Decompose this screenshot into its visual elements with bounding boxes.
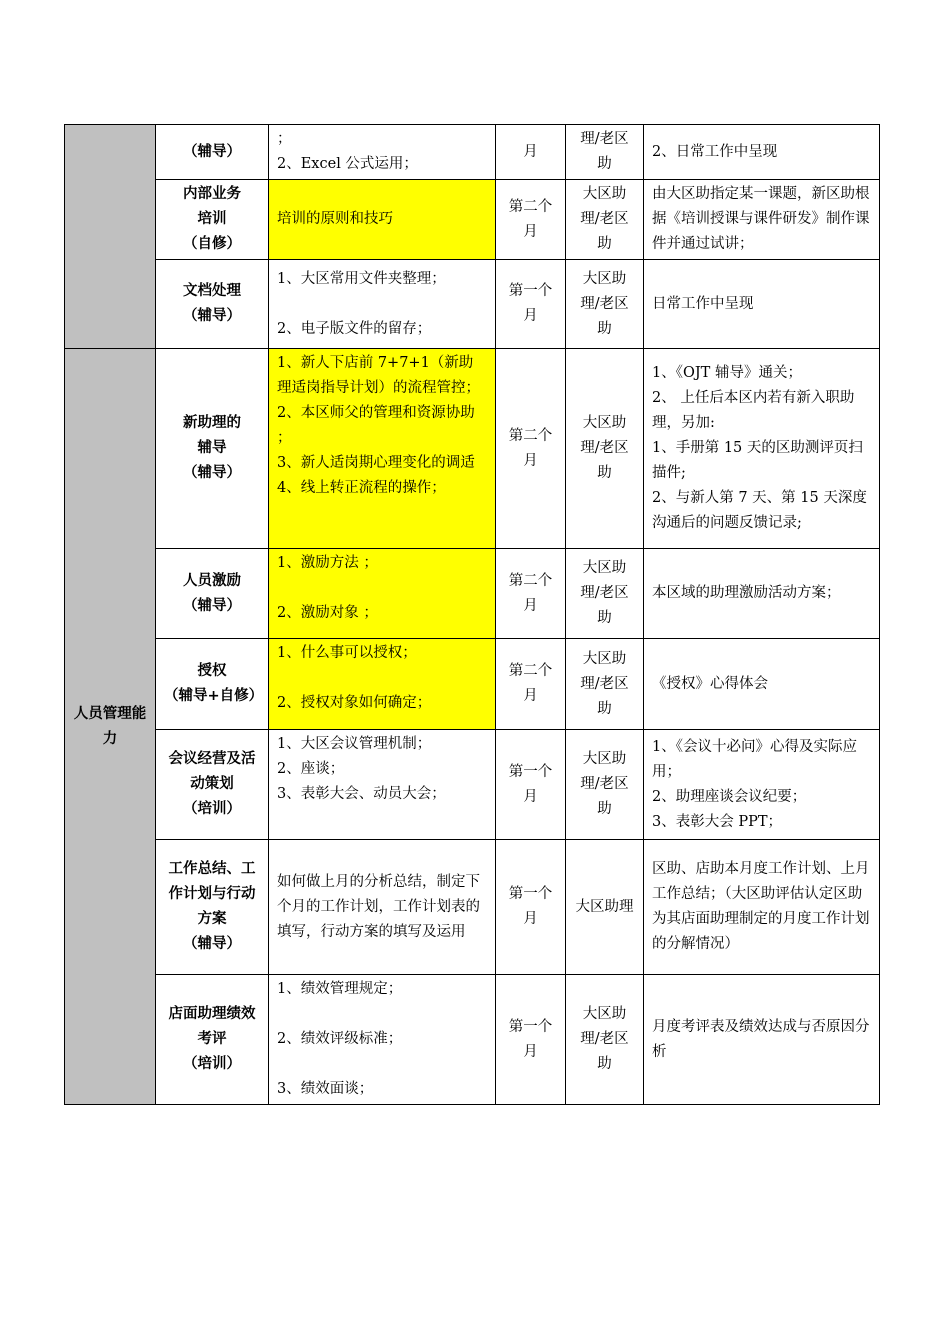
cell-line: （辅导+自修） xyxy=(164,688,264,704)
cell-line: 由大区助指定某一课题，新区助根据《培训授课与课件研发》制作课件并通过试讲； xyxy=(652,186,870,252)
training-content-cell xyxy=(269,125,496,180)
output-cell xyxy=(644,125,880,180)
training-content-cell xyxy=(269,260,496,349)
table-row xyxy=(65,639,880,730)
time-cell: 第二个月 xyxy=(496,180,566,260)
cell-line: 1、激励方法 ； xyxy=(277,555,378,571)
cell-line: 1、什么事可以授权； xyxy=(277,645,417,661)
cell-line: 2、激励对象 ； xyxy=(277,605,378,621)
cell-line: （辅导） xyxy=(183,308,241,324)
time-cell: 第二个月 xyxy=(496,639,566,730)
cell-line: 日常工作中呈现 xyxy=(652,295,754,312)
cell-line: （辅导） xyxy=(183,143,241,160)
cell-line: 2、授权对象如何确定； xyxy=(277,695,432,711)
training-item-cell xyxy=(156,180,269,260)
training-item-cell xyxy=(156,349,269,549)
cell-line: ； xyxy=(277,131,292,147)
cell-line: （辅导） xyxy=(183,465,241,481)
table-row xyxy=(65,840,880,975)
cell-line: 区助、店助本月度工作计划、上月工作总结；（大区助评估认定区助为其店面助理制定的月度工作计划的分解情况） xyxy=(652,861,870,952)
output-cell xyxy=(644,180,880,260)
time-cell: 第二个月 xyxy=(496,349,566,549)
table-row xyxy=(65,125,880,180)
training-content-cell xyxy=(269,639,496,730)
responsible-cell: 大区助理/老区助 xyxy=(566,260,644,349)
cell-line: 1、《OJT 辅导》通关； xyxy=(652,365,802,381)
time-cell: 第二个月 xyxy=(496,549,566,639)
time-cell: 月 xyxy=(496,125,566,180)
cell-line: （辅导） xyxy=(183,936,241,952)
cell-line: 1、绩效管理规定； xyxy=(277,981,403,997)
training-content-cell xyxy=(269,840,496,975)
cell-line xyxy=(277,666,487,691)
cell-line: 2、助理座谈会议纪要； xyxy=(652,788,807,805)
cell-line xyxy=(277,1002,487,1027)
cell-line: 2、 上任后本区内若有新入职助理，另加: xyxy=(652,390,855,431)
output-cell xyxy=(644,975,880,1105)
cell-line xyxy=(277,1052,487,1077)
cell-line: 内部业务 xyxy=(183,186,241,202)
cell-line: 3、表彰大会、动员大会； xyxy=(277,786,446,802)
cell-line: 3、表彰大会 PPT； xyxy=(652,813,783,830)
cell-line: 1、新人下店前 7+7+1（新助理适岗指导计划）的流程管控； xyxy=(277,355,480,396)
cell-line: 会议经营及活动策划 xyxy=(168,751,256,792)
training-item-cell xyxy=(156,549,269,639)
training-content-cell xyxy=(269,975,496,1105)
cell-line: 2、绩效评级标准； xyxy=(277,1031,403,1047)
cell-line: 月度考评表及绩效达成与否原因分析 xyxy=(652,1018,870,1060)
cell-line: （培训） xyxy=(183,801,241,817)
cell-line: 2、电子版文件的留存； xyxy=(277,320,432,337)
cell-line: 2、与新人第 7 天、第 15 天深度沟通后的问题反馈记录; xyxy=(652,490,867,531)
cell-line: 本区域的助理激励活动方案； xyxy=(652,585,841,601)
responsible-cell: 大区助理/老区助 xyxy=(566,730,644,840)
training-item-cell xyxy=(156,125,269,180)
cell-line: 培训 xyxy=(197,211,227,227)
time-cell: 第一个月 xyxy=(496,975,566,1105)
training-item-cell xyxy=(156,260,269,349)
cell-line xyxy=(277,292,487,317)
training-item-cell xyxy=(156,975,269,1105)
output-cell xyxy=(644,349,880,549)
cell-line: （辅导） xyxy=(183,597,241,614)
responsible-cell: 理/老区助 xyxy=(566,125,644,180)
training-item-cell xyxy=(156,840,269,975)
output-cell xyxy=(644,639,880,730)
cell-line: 1、《会议十必问》心得及实际应用； xyxy=(652,738,857,780)
cell-line: 2、本区师父的管理和资源协助 ； xyxy=(277,405,480,446)
cell-line: 《授权》心得体会 xyxy=(652,675,768,692)
table-row xyxy=(65,549,880,639)
training-content-cell xyxy=(269,730,496,840)
cell-line: （自修） xyxy=(183,236,241,252)
training-content-cell xyxy=(269,180,496,260)
training-content-cell xyxy=(269,549,496,639)
cell-line: 店面助理绩效考评 xyxy=(168,1006,256,1047)
cell-line: 4、线上转正流程的操作； xyxy=(277,480,446,496)
table-row xyxy=(65,260,880,349)
cell-line xyxy=(277,576,487,601)
cell-line: 人员激励 xyxy=(183,572,241,589)
cell-line: 3、绩效面谈； xyxy=(277,1081,374,1097)
table-row xyxy=(65,180,880,260)
output-cell xyxy=(644,730,880,840)
category-cell-personnel-management: 人员管理能力 xyxy=(65,349,156,1105)
table-row xyxy=(65,349,880,549)
responsible-cell: 大区助理/老区助 xyxy=(566,639,644,730)
responsible-cell: 大区助理/老区助 xyxy=(566,549,644,639)
category-cell-previous xyxy=(65,125,156,349)
cell-line: 辅导 xyxy=(197,440,227,456)
time-cell: 第一个月 xyxy=(496,260,566,349)
time-cell: 第一个月 xyxy=(496,730,566,840)
responsible-cell: 大区助理/老区助 xyxy=(566,180,644,260)
cell-line: 2、Excel 公式运用； xyxy=(277,156,418,172)
output-cell xyxy=(644,549,880,639)
cell-line: 1、手册第 15 天的区助测评页扫描件; xyxy=(652,440,863,481)
responsible-cell: 大区助理/老区助 xyxy=(566,349,644,549)
training-plan-table xyxy=(64,124,880,1105)
cell-line: 2、座谈； xyxy=(277,761,345,777)
cell-line: 培训的原则和技巧 xyxy=(277,211,393,227)
training-content-cell xyxy=(269,349,496,549)
cell-line: 1、大区常用文件夹整理； xyxy=(277,270,446,287)
output-cell xyxy=(644,260,880,349)
cell-line: 授权 xyxy=(197,663,227,679)
responsible-cell: 大区助理/老区助 xyxy=(566,975,644,1105)
cell-line: 1、大区会议管理机制； xyxy=(277,736,432,752)
cell-line: 文档处理 xyxy=(183,283,241,299)
cell-line: 工作总结、工作计划与行动方案 xyxy=(168,861,256,927)
time-cell: 第一个月 xyxy=(496,840,566,975)
table-row xyxy=(65,730,880,840)
cell-line: 2、日常工作中呈现 xyxy=(652,143,778,160)
table-row xyxy=(65,975,880,1105)
training-item-cell xyxy=(156,639,269,730)
output-cell xyxy=(644,840,880,975)
training-item-cell xyxy=(156,730,269,840)
cell-line: 新助理的 xyxy=(183,415,241,431)
cell-line: 如何做上月的分析总结，制定下个月的工作计划，工作计划表的填写，行动方案的填写及运用 xyxy=(277,873,480,940)
cell-line: 3、新人适岗期心理变化的调适 xyxy=(277,455,475,471)
responsible-cell: 大区助理 xyxy=(566,840,644,975)
cell-line: （培训） xyxy=(183,1056,241,1072)
